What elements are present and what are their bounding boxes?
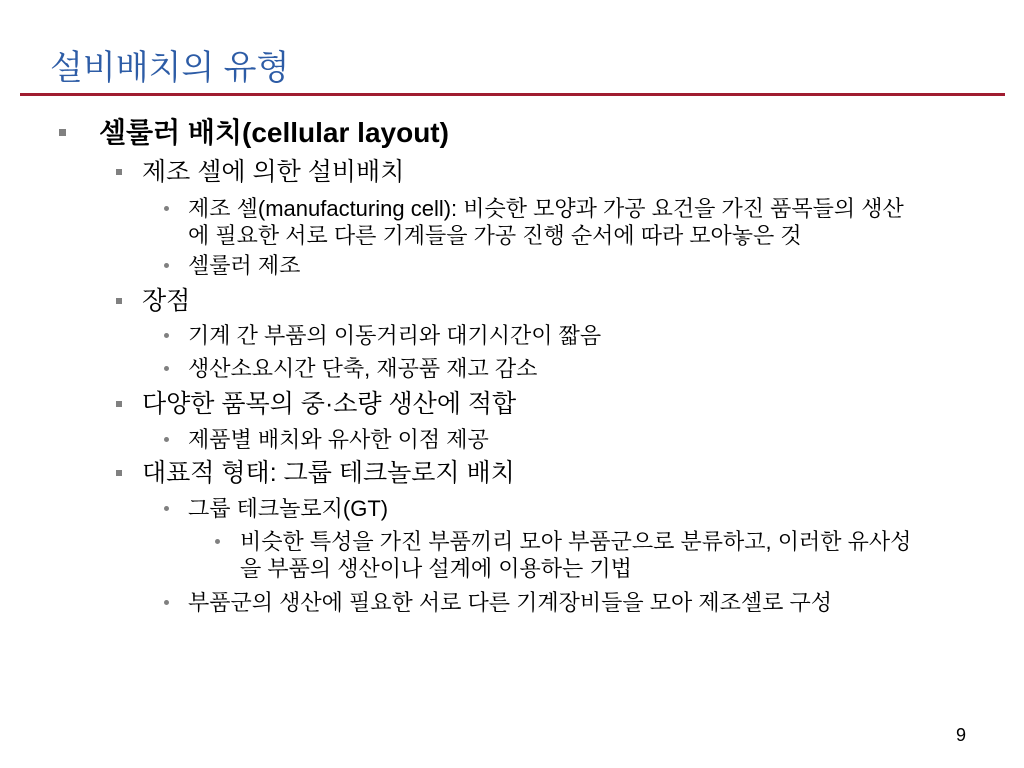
item-text: 그룹 테크놀로지(GT) <box>188 496 389 521</box>
outline-item-level3 <box>0 426 1024 453</box>
item-text: 제품별 배치와 유사한 이점 제공 <box>188 427 489 452</box>
dot-bullet-icon <box>164 437 169 442</box>
outline-item-level2 <box>0 389 1024 419</box>
dot-bullet-icon <box>164 206 169 211</box>
item-text: 셀룰러 배치(cellular layout) <box>99 117 449 148</box>
item-text-line: 비슷한 특성을 가진 부품끼리 모아 부품군으로 분류하고, 이러한 유사성 <box>240 529 912 554</box>
dot-bullet-icon <box>164 506 169 511</box>
item-text: 장점 <box>142 287 191 315</box>
item-text: 셀룰러 제조 <box>188 253 301 278</box>
slide-title: 설비배치의 유형 <box>50 49 290 87</box>
square-bullet-icon <box>116 298 122 304</box>
dot-bullet-icon <box>164 333 169 338</box>
title-divider <box>20 93 1005 96</box>
item-text: 대표적 형태: 그룹 테크놀로지 배치 <box>142 459 515 487</box>
square-bullet-icon <box>116 169 122 175</box>
outline-item-level4 <box>0 528 1024 581</box>
outline-item-level2 <box>0 157 1024 187</box>
item-text: 부품군의 생산에 필요한 서로 다른 기계장비들을 모아 제조셀로 구성 <box>188 590 832 615</box>
item-text: 기계 간 부품의 이동거리와 대기시간이 짧음 <box>188 323 602 348</box>
dot-bullet-icon <box>164 600 169 605</box>
outline-item-level1 <box>0 116 1024 150</box>
item-text <box>240 528 911 582</box>
outline-item-level3 <box>0 195 1024 248</box>
outline-item-level2 <box>0 458 1024 488</box>
outline-item-level3 <box>0 495 1024 522</box>
dot-bullet-icon <box>215 539 220 544</box>
item-text-line: 을 부품의 생산이나 설계에 이용하는 기법 <box>240 556 632 581</box>
square-bullet-icon <box>116 401 122 407</box>
item-text: 생산소요시간 단축, 재공품 재고 감소 <box>188 356 538 381</box>
item-text-line: 에 필요한 서로 다른 기계들을 가공 진행 순서에 따라 모아놓은 것 <box>188 223 802 248</box>
dot-bullet-icon <box>164 366 169 371</box>
item-text: 제조 셀에 의한 설비배치 <box>142 158 405 186</box>
item-text: 다양한 품목의 중·소량 생산에 적합 <box>142 390 517 418</box>
outline-item-level3 <box>0 355 1024 382</box>
item-text-line: 제조 셀(manufacturing cell): 비슷한 모양과 가공 요건을 가진 품목들의 생산 <box>188 196 904 221</box>
dot-bullet-icon <box>164 263 169 268</box>
item-text <box>188 195 904 249</box>
outline-item-level3 <box>0 252 1024 279</box>
outline-item-level3 <box>0 322 1024 349</box>
square-bullet-icon <box>59 129 66 136</box>
outline-item-level2 <box>0 286 1024 316</box>
page-number: 9 <box>955 725 966 745</box>
outline-item-level3 <box>0 589 1024 616</box>
square-bullet-icon <box>116 470 122 476</box>
